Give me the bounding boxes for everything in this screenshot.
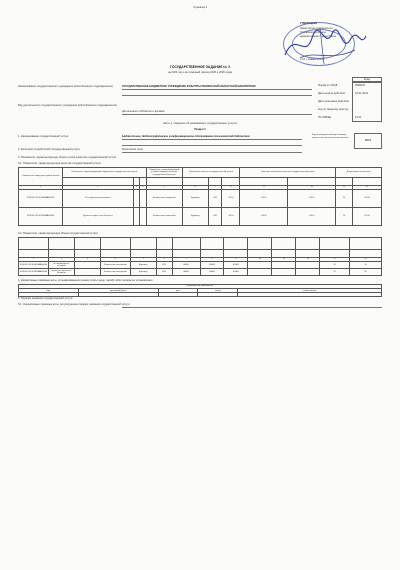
service-value: Физические лица <box>122 148 143 151</box>
approval-line: Управления культуры <box>300 31 326 34</box>
header-cell: Показатель качества государственной услуги <box>182 168 240 178</box>
code-value: 91.01 <box>355 116 362 119</box>
approval-line: администрации города Пензы <box>300 35 337 38</box>
footer-line: 5. Порядок оказания государственной услуги <box>18 297 73 300</box>
code-label: Форма по ОКУД <box>318 84 338 87</box>
service-value: Библиотечное, библиографическое и информационное обслуживание пользователей библиотеки <box>122 135 250 138</box>
document-subtitle: на 2024 год и на плановый период 2025 и 2026 годов <box>167 71 233 74</box>
code-label: Дата окончания действия <box>318 100 349 103</box>
header-cell: Показатель, характеризующий условия (формы) оказания государственной услуги <box>146 168 182 178</box>
header-cell: Показатель, характеризующий содержание государственной услуги <box>63 168 147 178</box>
unique-number-value: ББ83 <box>364 139 372 142</box>
activity-value: Деятельность библиотек и архивов <box>122 110 165 113</box>
volume-table: 1 2 3 4 5 6 7 8 9 10 11 12 13 14 910100О.99.0.ББ83АА00000 В стационарных условиях Количество посещений Единица 642 00000 00000 00000 10 10 910100О.99.0.ББ83АА01000 Удаленно через сеть Интернет Количество посещений Единица 642 00000 00000 00000 10 10 <box>18 237 382 276</box>
approval-line: Заместитель руководителя <box>300 27 333 30</box>
approval-date: « 10 » января 2024 г. <box>300 58 325 61</box>
table-row: 910100О.99.0.ББ83АА01000 Удаленно через сеть Интернет Количество посещений Единица 642 00000 00000 00000 10 10 <box>19 269 382 276</box>
volume-caption: 3.2. Показатели, характеризующие объем государственной услуги <box>18 232 99 235</box>
codes-header: Коды <box>363 78 371 81</box>
section1-title: Раздел 1 <box>194 128 206 131</box>
code-value: 0506001 <box>355 84 366 87</box>
institution-label: Наименование государственного учреждения (обособленного подразделения) <box>18 85 113 88</box>
unique-number-label: Код по общероссийскому базовому перечню или региональному перечню <box>312 134 349 139</box>
quality-caption: 3.1. Показатели, характеризующие качество государственной услуги <box>18 162 101 165</box>
table-row: 910100О.99.0.ББ83АА00000 В стационарных условиях Количество посещений Единица 642 100,0 100,0 100,0 10 10,00 <box>19 190 382 208</box>
signature <box>280 20 370 70</box>
header-cell: Допустимые отклонения <box>336 168 382 178</box>
table-row: 910100О.99.0.ББ83АА00000 В стационарных условиях Количество посещений Единица 642 00000 00000 00000 10 10 <box>19 262 382 269</box>
header-cell: Уникальный номер реестровой записи <box>19 168 63 186</box>
service-label: 2. Категории потребителей государственной услуги <box>18 148 80 151</box>
institution-value: ГОСУДАРСТВЕННОЕ БЮДЖЕТНОЕ УЧРЕЖДЕНИЕ КУЛЬТУРЫ ПЕНЗЕНСКОЙ ОБЛАСТНОЙ БИБЛИОТЕКИ <box>122 85 256 88</box>
table-row: 910100О.99.0.ББ83АА01000 Удаленно через сеть Интернет Количество посещений Единица 642 100,0 100,0 100,0 10 10,00 <box>19 208 382 226</box>
code-label: Дата начала действия <box>318 92 345 95</box>
header-cell: Значение показателя качества государственной услуги <box>240 168 336 178</box>
code-value: 01.01.2024 <box>355 92 368 95</box>
code-label: По ОКВЭД <box>318 116 331 119</box>
service-label: 3. Показатели, характеризующие объем и (или) качество государственной услуги <box>18 156 117 159</box>
document-title: ГОСУДАРСТВЕННОЕ ЗАДАНИЕ № 2 <box>169 65 231 69</box>
code-label: Код по сводному реестру <box>318 108 349 111</box>
section4-caption: 4. Нормативные правовые акты, устанавливающие размер платы (цену, тариф) либо порядок ее установления <box>18 279 153 282</box>
npa-header: Нормативный правовой акт <box>19 285 382 289</box>
quality-table: Уникальный номер реестровой записи Показатель, характеризующий содержание государственной услуги Показатель, характеризующий условия (формы) оказания государственной услуги Показатель качества государственной услуги Значение показателя качества государственной услуги Допустимые отклонения 1 2 3 4 5 6 7 8 9 10 11 12 910100О.99.0.ББ83АА00000 В стационарных условиях Количество посещений Единица 642 100,0 100,0 100,0 10 10,00 910100О.99.0.ББ83АА01000 Удаленно через сеть Интернет Количество посещений Единица 642 100,0 100,0 100,0 10 10,00 <box>18 167 382 226</box>
footer-line: 5.1. Нормативные правовые акты, регулирующие порядок оказания государственной услуги <box>18 303 130 306</box>
part1-title: Часть 1. Сведения об оказываемых государственных услугах <box>162 122 238 125</box>
activity-label: Вид деятельности государственного учреждения (обособленного подразделения) <box>18 104 117 107</box>
page-number: Страница 1 <box>193 6 207 9</box>
service-label: 1. Наименование государственной услуги <box>18 135 69 138</box>
approval-heading: УТВЕРЖДАЮ <box>300 22 318 25</box>
npa-table: Нормативный правовой акт вид принявший орган дата номер наименование <box>18 284 382 297</box>
